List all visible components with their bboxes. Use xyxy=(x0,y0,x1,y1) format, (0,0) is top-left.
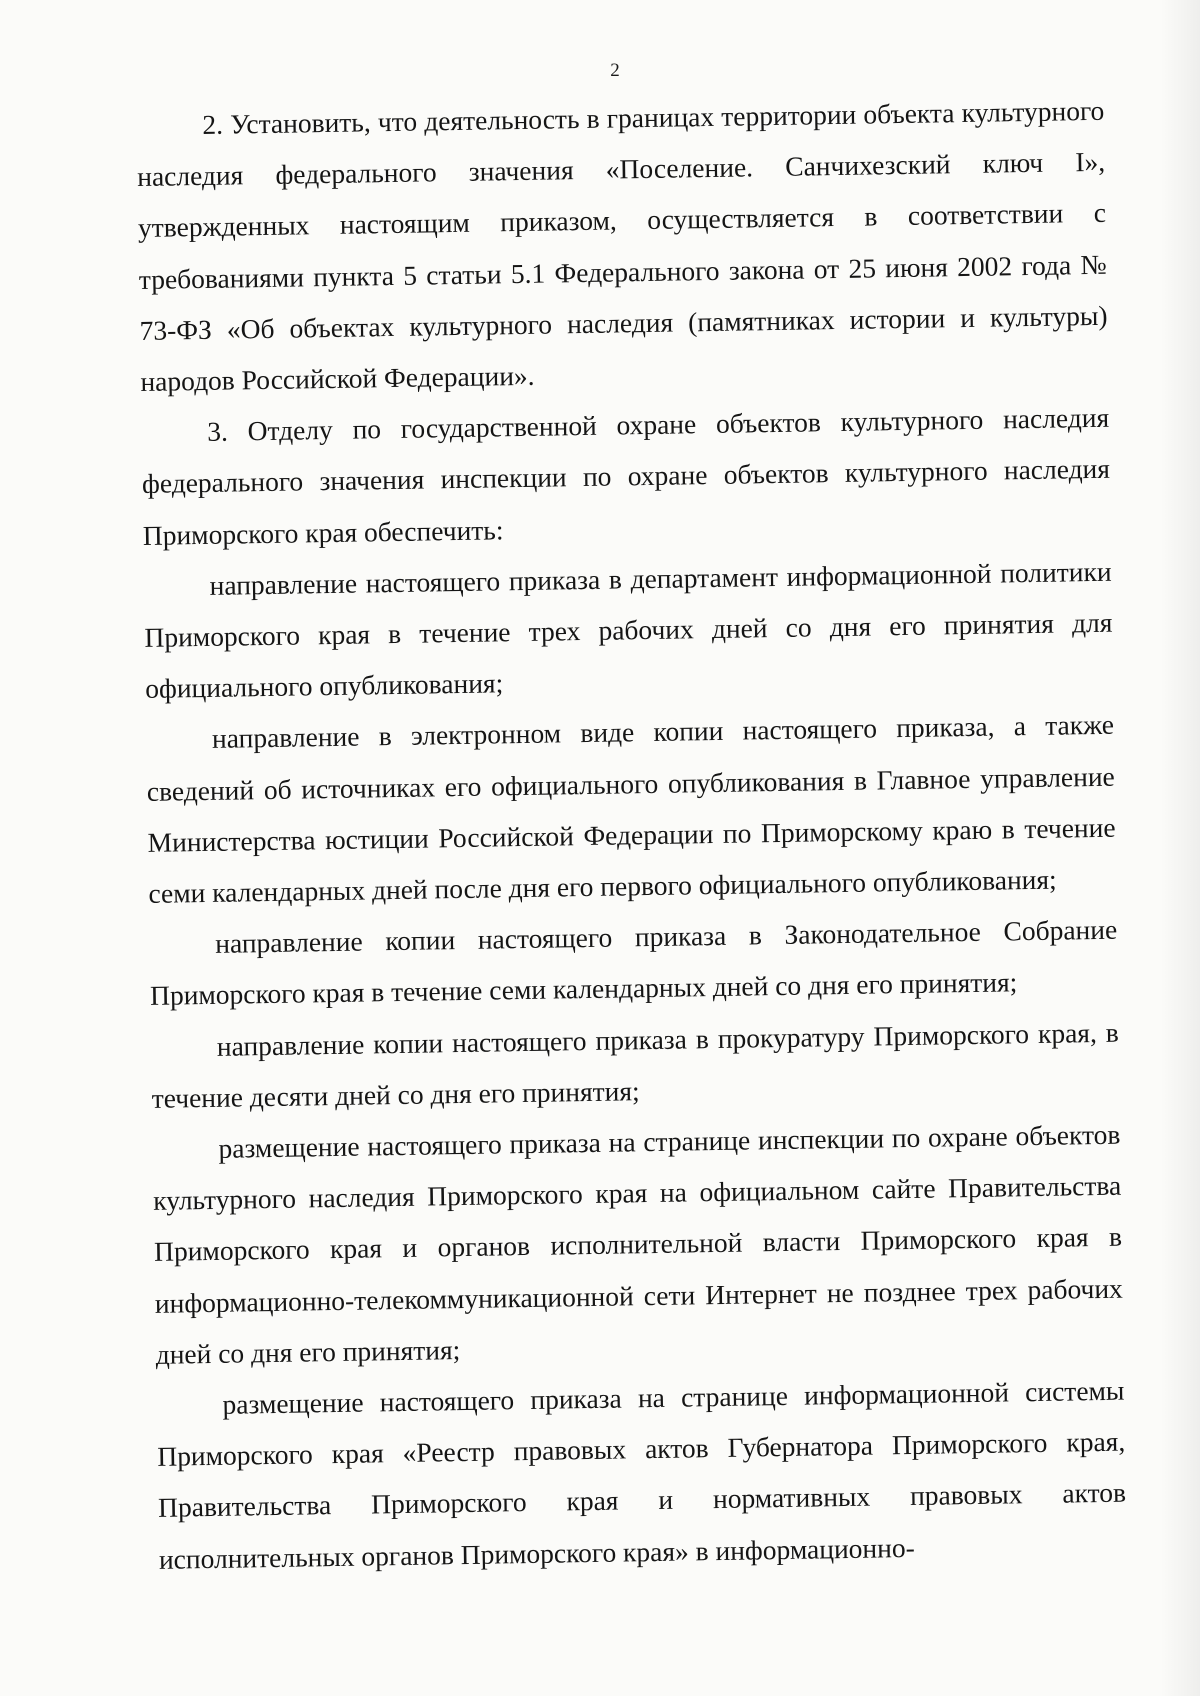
paragraph-item-2: 2. Установить, что деятельность в границах территории объекта культурного наследия федерального значения «Поселение. Санчихезский ключ I», утвержденных настоящим приказом, осуществляется в соответствии с требованиями пункта 5 статьи 5.1 Федерального закона от 25 июня 2002 года № 73-ФЗ «Об объектах культурного наследия (памятниках истории и культуры) народов Российской Федерации». xyxy=(136,94,1108,397)
scan-edge-shade xyxy=(1160,0,1200,1696)
subparagraph-publication: направление настоящего приказа в департамент информационной политики Приморского края в течение трех рабочих дней со дня его принятия для официального опубликования; xyxy=(144,555,1113,705)
subparagraph-official-website: размещение настоящего приказа на странице инспекции по охране объектов культурного наследия Приморского края на официальном сайте Правительства Приморского края и органов исполнительной власти Приморского края в информационно-телекоммуникационной сети Интернет не позднее трех рабочих дней со дня его принятия; xyxy=(153,1118,1124,1370)
subparagraph-ministry-of-justice: направление в электронном виде копии настоящего приказа, а также сведений об источниках его официального опубликования в Главное управление Министерства юстиции Российской Федерации по Приморскому краю в течение семи календарных дней после дня его первого официального опубликования; xyxy=(146,709,1116,909)
page-number: 2 xyxy=(610,60,620,81)
subparagraph-legal-acts-registry: размещение настоящего приказа на странице информационной системы Приморского края «Реестр правовых актов Губернатора Приморского края, Правительства Приморского края и нормативных правовых актов исполнительных органов Приморского края» в информационно- xyxy=(157,1374,1127,1575)
subparagraph-legislative-assembly: направление копии настоящего приказа в Законодательное Собрание Приморского края в течение семи календарных дней со дня его принятия; xyxy=(149,913,1118,1012)
subparagraph-prosecutor: направление копии настоящего приказа в прокуратуру Приморского края, в течение десяти дней со дня его принятия; xyxy=(151,1016,1120,1114)
paragraph-item-3: 3. Отделу по государственной охране объектов культурного наследия федерального значения инспекции по охране объектов культурного наследия Приморского края обеспечить: xyxy=(141,401,1111,551)
document-body xyxy=(136,85,1127,1585)
